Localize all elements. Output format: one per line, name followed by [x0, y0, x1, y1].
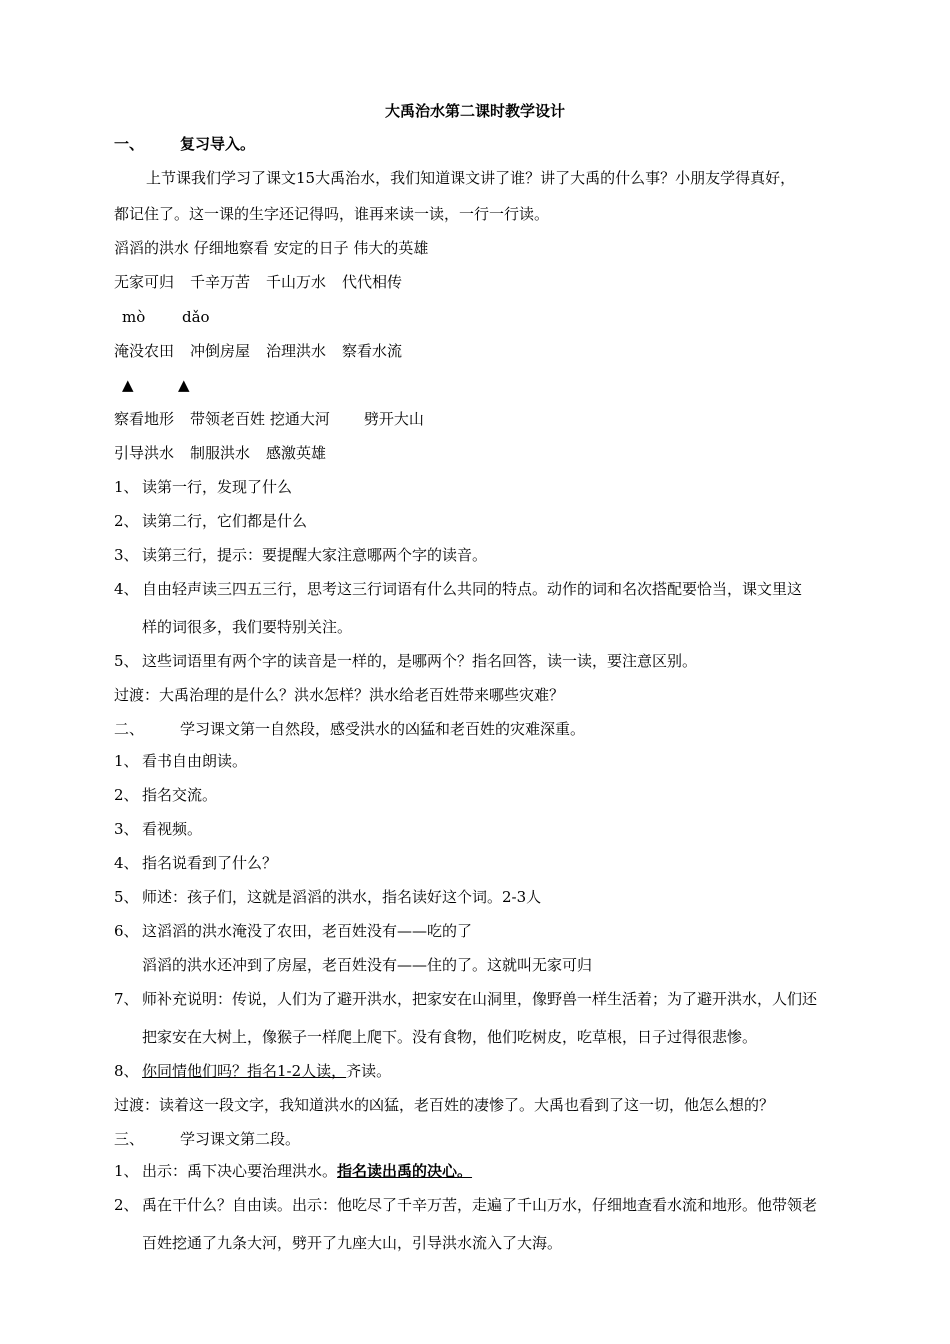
- transition-2: 过渡：读着这一段文字，我知道洪水的凶猛，老百姓的凄惨了。大禹也看到了这一切，他怎么想的？: [114, 1096, 775, 1114]
- section-2-number: 二、: [114, 720, 145, 738]
- list-item: 4、 指名说看到了什么？: [114, 854, 278, 872]
- list-item: 1、 读第一行，发现了什么: [114, 478, 293, 496]
- word: 伟大的英雄: [353, 239, 429, 257]
- list-item: 2、 禹在干什么？自由读。出示：他吃尽了千辛万苦，走遍了千山万水，仔细地查看水流和地形。他带领老: [114, 1196, 818, 1214]
- transition-1: 过渡：大禹治理的是什么？洪水怎样？洪水给老百姓带来哪些灾难？: [114, 686, 565, 704]
- section-2-title: 学习课文第一自然段，感受洪水的凶猛和老百姓的灾难深重。: [180, 720, 586, 738]
- intro-line-1: 上节课我们学习了课文15大禹治水，我们知道课文讲了谁？讲了大禹的什么事？小朋友学得真好，: [146, 169, 796, 187]
- list-item: 5、 这些词语里有两个字的读音是一样的，是哪两个？指名回答，读一读，要注意区别。: [114, 652, 698, 670]
- list-item: 2、 指名交流。: [114, 786, 218, 804]
- word: 千辛万苦: [190, 273, 251, 291]
- word: 淹没农田: [114, 342, 175, 360]
- word: 仔细地察看: [193, 239, 269, 257]
- triangle-mark-icon: ▲: [122, 376, 134, 394]
- word-row-2: [114, 272, 402, 292]
- word-row-3: [114, 341, 402, 361]
- intro-line-2: 都记住了。这一课的生字还记得吗，谁再来读一读，一行一行读。: [114, 205, 550, 223]
- list-item: 5、 师述：孩子们，这就是滔滔的洪水，指名读好这个词。2-3人: [114, 888, 542, 906]
- word: 挖通大河: [269, 410, 330, 428]
- list-item: 1、 出示：禹下决心要治理洪水。指名读出禹的决心。: [114, 1162, 473, 1180]
- word: 无家可归: [114, 273, 175, 291]
- list-item-continuation: 样的词很多，我们要特别关注。: [142, 618, 353, 636]
- list-item: 1、 看书自由朗读。: [114, 752, 248, 770]
- document-title: 大禹治水第二课时教学设计: [384, 102, 565, 120]
- word: 冲倒房屋: [190, 342, 251, 360]
- word: 治理洪水: [266, 342, 327, 360]
- list-item: 8、 你同情他们吗？指名1-2人读，齐读。: [114, 1062, 392, 1080]
- word: 察看水流: [342, 342, 403, 360]
- pinyin-row: [122, 307, 210, 327]
- word: 制服洪水: [190, 444, 251, 462]
- section-2-heading: [114, 719, 585, 739]
- word: 劈开大山: [363, 410, 424, 428]
- section-3-heading: [114, 1129, 300, 1149]
- word: 安定的日子: [273, 239, 349, 257]
- list-item: 3、 看视频。: [114, 820, 203, 838]
- section-1-number: 一、: [114, 135, 145, 153]
- section-1-title: 复习导入。: [180, 135, 256, 153]
- triangle-mark-icon: ▲: [178, 376, 190, 394]
- word: 滔滔的洪水: [114, 239, 190, 257]
- word-row-1: [114, 238, 428, 258]
- word: 察看地形: [114, 410, 175, 428]
- word: 千山万水: [266, 273, 327, 291]
- word: 代代相传: [342, 273, 403, 291]
- pinyin-dao: dǎo: [182, 308, 210, 326]
- list-item-continuation: 滔滔的洪水还冲到了房屋，老百姓没有——住的了。这就叫无家可归: [142, 956, 593, 974]
- list-item: 7、 师补充说明：传说，人们为了避开洪水，把家安在山洞里，像野兽一样生活着；为了避开洪水，人们还: [114, 990, 818, 1008]
- emphasis-text: 指名读出禹的决心。: [337, 1162, 473, 1180]
- list-item-continuation: 把家安在大树上，像猴子一样爬上爬下。没有食物，他们吃树皮，吃草根，日子过得很悲惨。: [142, 1028, 758, 1046]
- word: 感激英雄: [266, 444, 327, 462]
- word: 带领老百姓: [190, 410, 266, 428]
- section-3-number: 三、: [114, 1130, 145, 1148]
- list-item: 4、 自由轻声读三四五三行，思考这三行词语有什么共同的特点。动作的词和名次搭配要恰当，课文里这: [114, 580, 803, 598]
- list-item: 3、 读第三行，提示：要提醒大家注意哪两个字的读音。: [114, 546, 488, 564]
- underlined-text: 你同情他们吗？指名1-2人读，: [142, 1062, 347, 1080]
- list-item: 2、 读第二行，它们都是什么: [114, 512, 308, 530]
- word-row-4: [114, 409, 424, 429]
- list-item-continuation: 百姓挖通了九条大河，劈开了九座大山，引导洪水流入了大海。: [142, 1234, 563, 1252]
- section-1-heading: [114, 134, 255, 154]
- marker-row: [122, 375, 190, 395]
- word: 引导洪水: [114, 444, 175, 462]
- section-3-title: 学习课文第二段。: [180, 1130, 301, 1148]
- list-item: 6、 这滔滔的洪水淹没了农田，老百姓没有——吃的了: [114, 922, 473, 940]
- pinyin-mo: mò: [122, 308, 146, 326]
- word-row-5: [114, 443, 326, 463]
